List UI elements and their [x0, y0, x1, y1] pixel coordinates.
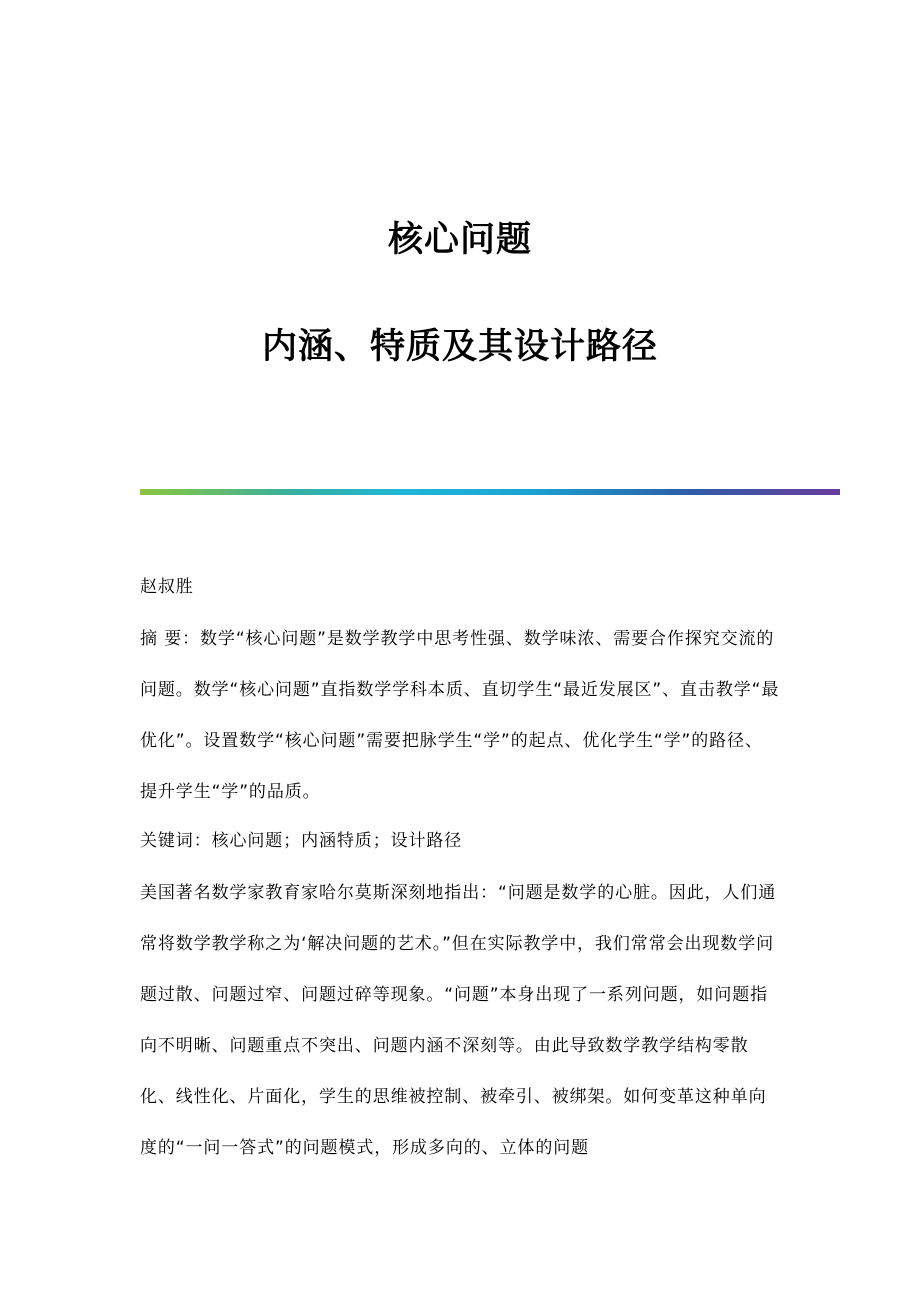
keywords-label: 关键词： — [140, 831, 212, 851]
abstract-paragraph — [140, 614, 780, 818]
gradient-divider — [140, 489, 840, 495]
body-paragraph: 美国著名数学家教育家哈尔莫斯深刻地指出：“问题是数学的心脏。因此，人们通常将数学教学称之为‘解决问题的艺术。”但在实际教学中，我们常常会出现数学问题过散、问题过窄、问题过碎等现象。“问题”本身出现了一系列问题，如问题指向不明晰、问题重点不突出、问题内涵不深刻等。由此导致数学教学结构零散化、线性化、片面化，学生的思维被控制、被牵引、被绑架。如何变革这种单向度的“一问一答式”的问题模式，形成多向的、立体的问题 — [140, 883, 777, 1158]
abstract-label: 摘 要： — [140, 629, 201, 649]
document-subtitle: 内涵、特质及其设计路径 — [261, 326, 658, 367]
keywords-line — [140, 816, 780, 867]
abstract-text: 数学“核心问题”是数学教学中思考性强、数学味浓、需要合作探究交流的问题。数学“核心问题”直指数学学科本质、直切学生“最近发展区”、直击教学“最优化”。设置数学“核心问题”需要把脉学生“学”的起点、优化学生“学”的路径、提升学生“学”的品质。 — [140, 629, 780, 802]
author-name: 赵叔胜 — [140, 577, 194, 597]
keywords-text: 核心问题；内涵特质；设计路径 — [211, 831, 463, 851]
document-title: 核心问题 — [387, 219, 532, 260]
